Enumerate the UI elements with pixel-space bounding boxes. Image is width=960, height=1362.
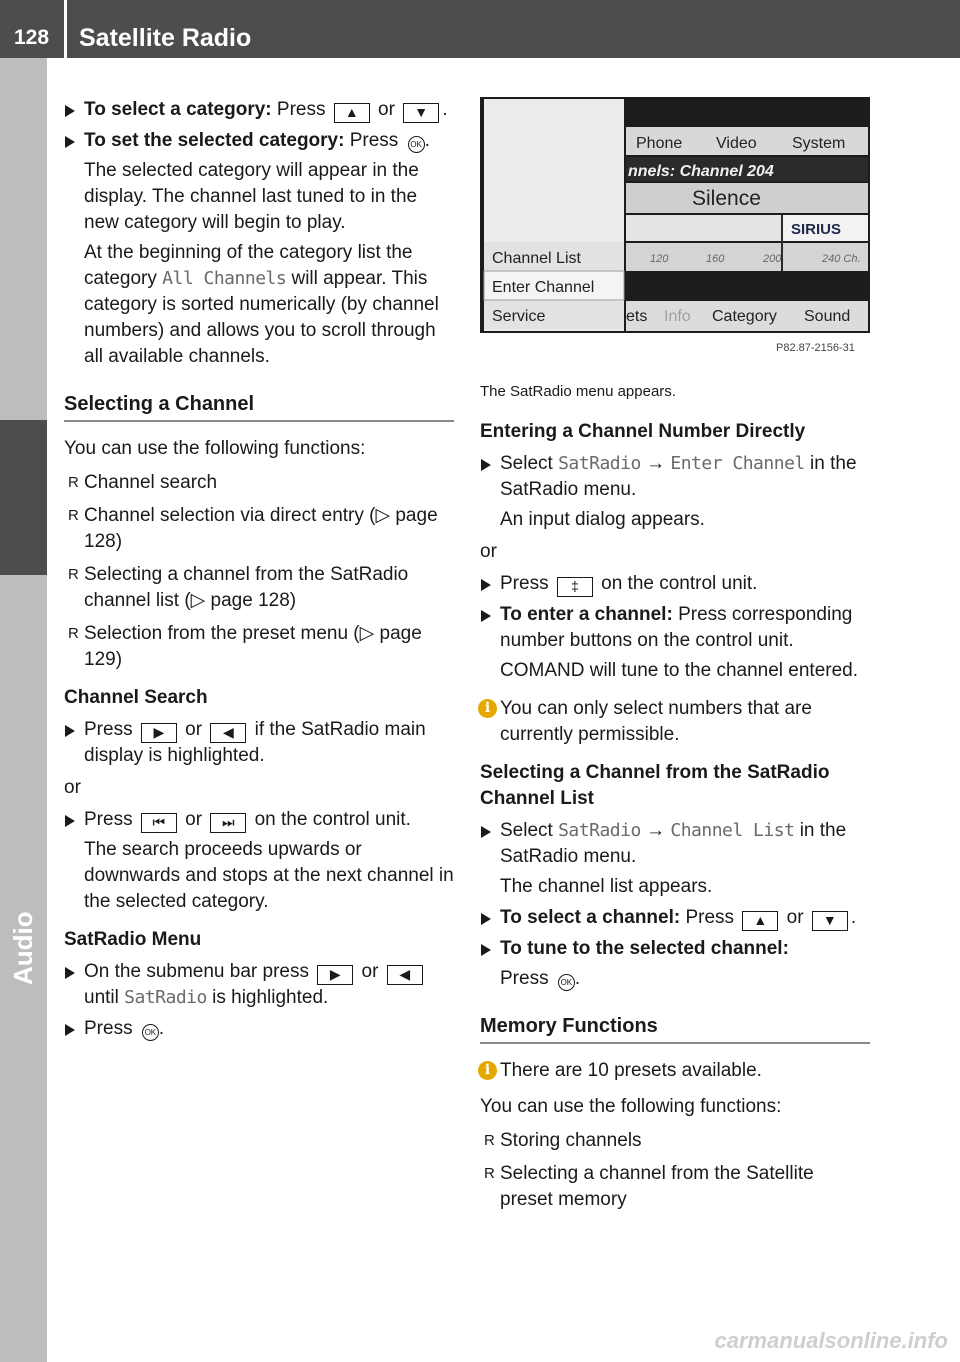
tab-category: Category [712,308,777,325]
intro-text: You can use the following functions: [64,438,366,459]
menu-item-service: Service [492,308,546,325]
step-tune-channel: To tune to the selected channel: Press OK . [480,936,870,992]
step-press-ok: Press OK . [64,1016,454,1042]
subheading: Channel Search [64,687,208,708]
step-text: until [84,987,119,1008]
skip-back-key-icon: ⏮ [141,813,177,833]
display-text: Enter Channel [670,453,805,474]
scale-label: 120 [650,253,669,265]
up-key-icon: ▲ [742,911,778,931]
step-text: Press [349,130,399,151]
intro-text: You can use the following functions: [480,1096,782,1117]
memory-function-list [480,1128,870,1213]
subheading: SatRadio Menu [64,929,202,950]
step-text: Press [685,907,735,928]
scale-label: 200 [763,253,782,265]
arrow-right-icon: → [646,453,666,474]
step-text: if the SatRadio main display is highlighted. [84,719,426,766]
ok-key-icon: OK [142,1024,159,1041]
step-text: or [378,99,395,120]
info-text: You can only select numbers that are currently permissible. [500,698,812,745]
step-text: or [786,907,804,928]
step-text: in the SatRadio menu. [500,820,847,867]
display-text: All Channels [162,268,287,289]
tab-info: Info [664,308,691,325]
step-paragraph: An input dialog appears. [500,509,705,530]
step-select-channel: To select a channel: Press ▲ or ▼ . [480,905,870,931]
step-text: Press [500,573,549,594]
info-text: There are 10 presets available. [500,1060,762,1081]
page-number: 128 [14,26,50,49]
step-label: To enter a channel: [500,604,673,625]
skip-forward-key-icon: ⏭ [210,813,246,833]
step-label: To set the selected category: [84,130,345,151]
step-text: in the SatRadio menu. [500,453,857,500]
tab-presets: ets [626,308,648,325]
subheading: Selecting a Channel from the SatRadio Channel List [480,762,830,809]
hash-key-icon: ‡ [557,577,593,597]
image-caption: The SatRadio menu appears. [480,383,676,400]
list-item: R Channel selection via direct entry (▷ page 128) [64,503,454,555]
step-press-hash [480,571,870,597]
step-text: Select [500,453,553,474]
page-title: Satellite Radio [79,24,252,52]
step-paragraph [84,240,454,370]
step-select-category: To select a category: Press ▲ or ▼ . [64,97,454,123]
step-text: on the control unit. [254,809,411,830]
step-label: To tune to the selected channel: [500,938,789,959]
step-text: or [361,961,379,982]
tab-phone: Phone [636,135,683,152]
step-search-skip [64,807,454,915]
display-text: SatRadio [558,453,641,474]
scale-label: 240 Ch. [822,253,861,265]
side-tab-section [0,420,47,985]
left-key-icon: ◀ [210,723,246,743]
step-text: Select [500,820,553,841]
menu-item-enter-channel: Enter Channel [492,279,595,296]
step-text: Press [276,99,326,120]
step-text: On the submenu bar press [84,961,309,982]
image-id: P82.87-2156-31 [776,342,855,354]
list-item: R Selecting a channel from the Satellite preset memory [480,1161,870,1213]
display-text: SatRadio [124,987,207,1008]
step-text: will appear. This category is sorted numerically (by channel numbers) and allows you to scroll through all available channels. [84,268,439,367]
step-text: Press [84,719,133,740]
step-set-category: To set the selected category: Press OK . The selected category will appear in the display. The channel last tuned to in the new category will begin to play. At the beginning of the category list the category All Channels will appear. This category is sorted numerically (by channel numbers) and allows you to scroll through all available channels. [64,128,454,370]
step-label: To select a category: [84,99,272,120]
right-column [480,97,870,1221]
down-key-icon: ▼ [403,103,439,123]
step-text: Press corresponding number buttons on the control unit. [500,604,853,651]
step-select-channel-list [480,818,870,900]
section-heading: Selecting a Channel [64,390,454,422]
display-text: Channel List [670,820,795,841]
step-paragraph: The search proceeds upwards or downwards and stops at the next channel in the selected category. [84,839,454,912]
step-text: Press [84,1018,133,1039]
step-paragraph: The selected category will appear in the display. The channel last tuned to in the new category will begin to play. [84,160,419,233]
step-text: Press [500,968,549,989]
left-column [64,97,454,1047]
ok-key-icon: OK [408,136,425,153]
or-text: or [64,777,81,798]
side-tab-bar [0,58,47,1362]
side-tab-label: Audio [8,911,38,985]
info-icon: i [478,699,497,718]
header-divider [64,0,67,58]
right-key-icon: ▶ [141,723,177,743]
section-heading: Memory Functions [480,1012,870,1044]
down-key-icon: ▼ [812,911,848,931]
song-title: Silence [692,187,761,210]
tab-video: Video [716,135,757,152]
step-submenu [64,959,454,1011]
step-enter-channel [480,602,870,684]
list-item: R Channel search [64,470,454,496]
arrow-right-icon: → [646,820,666,841]
display-text: SatRadio [558,820,641,841]
info-icon: i [478,1061,497,1080]
list-item: R Storing channels [480,1128,870,1154]
info-note [480,696,870,748]
tab-sound: Sound [804,308,851,325]
step-search-arrows [64,717,454,769]
info-area [626,215,781,241]
step-text: on the control unit. [601,573,758,594]
step-text: At the beginning of the category list the category [84,242,413,289]
step-text: is highlighted. [212,987,329,1008]
or-text: or [480,541,497,562]
info-note [480,1058,870,1084]
function-list [64,470,454,673]
sirius-logo: SIRIUS [791,221,842,238]
menu-item-channel-list: Channel List [492,250,581,267]
page-header [0,0,960,58]
subheading: Entering a Channel Number Directly [480,421,806,442]
left-key-icon: ◀ [387,965,423,985]
step-paragraph: The channel list appears. [500,876,713,897]
channel-banner-text: nnels: Channel 204 [628,163,774,180]
step-paragraph: COMAND will tune to the channel entered. [500,660,859,681]
step-label: To select a channel: [500,907,681,928]
up-key-icon: ▲ [334,103,370,123]
step-text: or [185,809,203,830]
scale-label: 160 [706,253,725,265]
list-item: R Selection from the preset menu (▷ page 129) [64,621,454,673]
list-item: R Selecting a channel from the SatRadio channel list (▷ page 128) [64,562,454,614]
ok-key-icon: OK [558,974,575,991]
step-select-enter-channel [480,451,870,533]
step-text: Press [84,809,133,830]
watermark: carmanualsonline.info [714,1328,948,1353]
tab-system: System [792,135,846,152]
satradio-screenshot [480,97,870,357]
step-text: or [185,719,203,740]
right-key-icon: ▶ [317,965,353,985]
